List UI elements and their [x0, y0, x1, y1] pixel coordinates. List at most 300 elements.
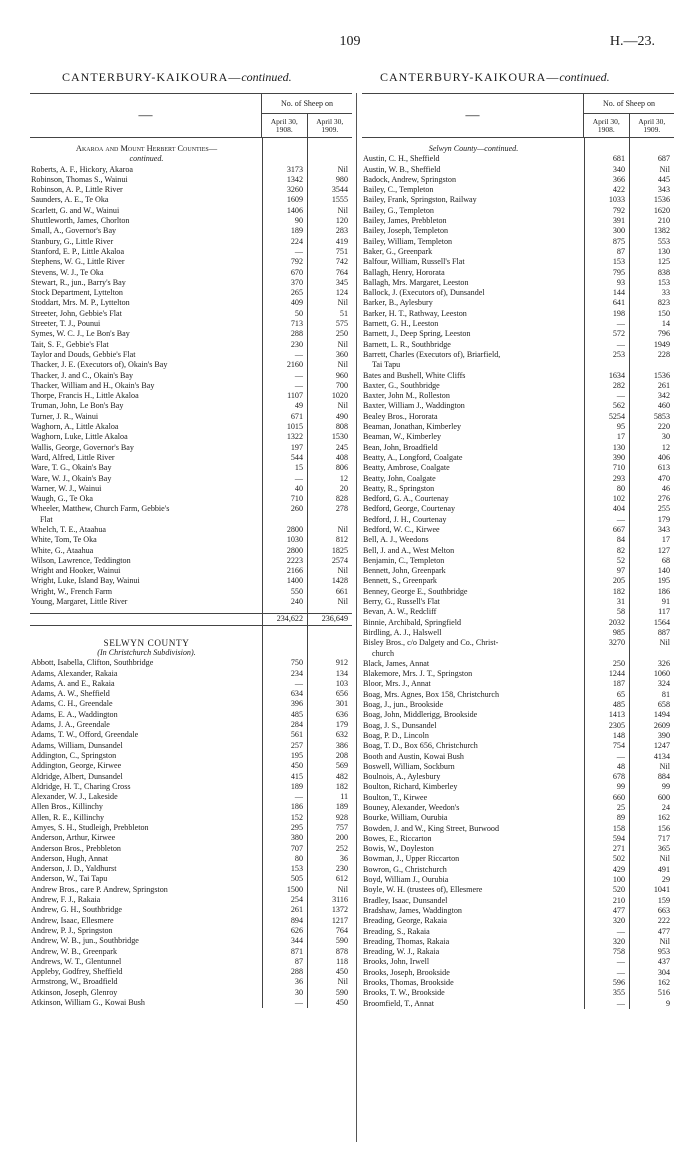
sheep-1909: 36	[339, 853, 348, 863]
sheep-1908: 502	[612, 854, 625, 864]
table-row	[30, 391, 352, 401]
table-row	[362, 896, 674, 906]
table-row	[30, 340, 352, 350]
owner-name: Wright, W., French Farm	[31, 586, 113, 596]
sheep-1908: 153	[290, 864, 303, 874]
sheep-1908: 50	[294, 308, 303, 318]
table-row	[30, 298, 352, 308]
table-row	[362, 546, 674, 556]
sheep-1909: 29	[661, 875, 670, 885]
owner-name: continued.	[129, 154, 164, 164]
sheep-1908: 253	[612, 349, 625, 359]
table-row	[30, 206, 352, 216]
sheep-1909: 156	[657, 823, 670, 833]
table-row	[30, 546, 352, 556]
table-row	[30, 947, 352, 957]
owner-name: White, Tom, Te Oka	[31, 535, 97, 545]
left-col-rule-1	[262, 138, 263, 1008]
table-row	[30, 165, 352, 175]
table-row	[30, 854, 352, 864]
owner-name: Wright, Luke, Island Bay, Wainui	[31, 576, 140, 586]
table-row	[30, 658, 352, 668]
owner-name	[30, 614, 262, 624]
sheep-1908: 415	[290, 771, 303, 781]
sheep-1909: 490	[335, 411, 348, 421]
sheep-1909: 823	[657, 298, 670, 308]
sheep-1908: 90	[294, 216, 303, 226]
table-row	[30, 597, 352, 607]
sheep-1908: 265	[290, 288, 303, 298]
table-row	[30, 329, 352, 339]
owner-name: Boag, Mrs. Agnes, Box 158, Christchurch	[363, 689, 500, 699]
sheep-1908: 293	[612, 473, 625, 483]
owner-name: Bailey, G., Templeton	[363, 205, 434, 215]
sheep-1909: 482	[335, 771, 348, 781]
sheep-1909: 764	[335, 925, 348, 935]
owner-name: Bell, A. J., Weedons	[363, 535, 429, 545]
sheep-1909: 245	[335, 442, 348, 452]
owner-name: Atkinson, Joseph, Glenroy	[31, 987, 118, 997]
table-row	[362, 422, 674, 432]
sheep-count-header	[261, 94, 352, 137]
table-row	[30, 792, 352, 802]
table-row	[30, 957, 352, 967]
sheep-1908: —	[294, 246, 303, 256]
owner-name: Ward, Alfred, Little River	[31, 452, 115, 462]
table-row	[30, 741, 352, 751]
owner-name: Boulton, T., Kirwee	[363, 792, 428, 802]
table-row	[362, 628, 674, 638]
sheep-1908: 210	[612, 895, 625, 905]
sheep-1909: 437	[657, 957, 670, 967]
owner-name: Bedford, George, Courtenay	[363, 504, 456, 514]
sheep-1908: 2166	[286, 566, 303, 576]
table-row	[362, 978, 674, 988]
sheep-1908: 254	[290, 895, 303, 905]
sheep-1909: 140	[657, 566, 670, 576]
owner-name: Roberts, A. F., Hickory, Akaroa	[31, 164, 134, 174]
sheep-1908: 30	[294, 987, 303, 997]
table-row	[362, 298, 674, 308]
owner-name: Waghorn, A., Little Akaloa	[31, 422, 119, 432]
sheep-1908: 87	[616, 246, 625, 256]
table-row	[362, 309, 674, 319]
table-row	[362, 710, 674, 720]
table-row	[30, 669, 352, 679]
sheep-1908: 95	[616, 422, 625, 432]
owner-name: Beatty, Ambrose, Coalgate	[363, 463, 450, 473]
sheep-1909: 1247	[653, 741, 670, 751]
sheep-1909: Nil	[337, 298, 348, 308]
sheep-1908: —	[294, 349, 303, 359]
sheep-1909: 445	[657, 174, 670, 184]
sheep-1908: 40	[294, 483, 303, 493]
table-row	[30, 443, 352, 453]
sheep-1908: 261	[290, 905, 303, 915]
table-row	[30, 720, 352, 730]
sheep-1908: 195	[290, 750, 303, 760]
table-row	[30, 453, 352, 463]
owner-name: Shuttleworth, James, Chorlton	[31, 216, 130, 226]
sheep-1909: 33	[661, 288, 670, 298]
sheep-1909: 24	[661, 803, 670, 812]
year-1908-header: April 30, 1908.	[270, 116, 298, 134]
sheep-1908: 792	[290, 257, 303, 267]
table-row	[30, 699, 352, 709]
owner-name: Brooks, T. W., Brookside	[363, 988, 445, 998]
owner-name: Allen, R. E., Killinchy	[31, 812, 105, 822]
sheep-1908: 234,622	[276, 614, 303, 624]
sheep-1908: 271	[612, 844, 625, 854]
table-row	[30, 474, 352, 484]
sheep-1909: 130	[657, 246, 670, 256]
year-1909-header: April 30, 1909.	[307, 114, 353, 137]
sheep-1909	[629, 360, 674, 370]
owner-name: Adams, E. A., Waddington	[31, 709, 118, 719]
owner-name: Stevens, W. J., Te Oka	[31, 267, 104, 277]
owner-name: Armstrong, W., Broadfield	[31, 977, 118, 987]
owner-name: Barrett, Charles (Executors of), Briarfield,	[363, 349, 501, 359]
sheep-1909: 236,649	[321, 614, 348, 624]
sheep-1908: 1634	[608, 370, 625, 380]
owner-name: Beaman, W., Kimberley	[363, 432, 441, 442]
owner-name: Boag, J. S., Dunsandel	[363, 720, 437, 730]
sheep-1909: 419	[335, 236, 348, 246]
sheep-1908: —	[294, 380, 303, 390]
sheep-1909: 808	[335, 422, 348, 432]
table-row	[30, 504, 352, 514]
sheep-1908: —	[616, 967, 625, 977]
owner-name: Badock, Andrew, Springston	[363, 174, 456, 184]
sheep-1908: 792	[612, 205, 625, 215]
sheep-1908	[262, 144, 307, 154]
owner-name: Bloor, Mrs. J., Annat	[363, 679, 431, 689]
table-row	[30, 730, 352, 740]
table-row	[30, 844, 352, 854]
sheep-1908: 198	[612, 308, 625, 318]
table-row	[30, 895, 352, 905]
sheep-1909: 953	[657, 947, 670, 957]
sheep-1909: 757	[335, 823, 348, 832]
sheep-1908: 1342	[286, 174, 303, 184]
sheep-1909: 182	[335, 781, 348, 791]
sheep-1909: 3116	[332, 895, 348, 905]
owner-name: Abbott, Isabella, Clifton, Southbridge	[31, 658, 154, 668]
owner-name: Andrew, G. H., Southbridge	[31, 905, 122, 915]
sheep-1908: 2800	[286, 524, 303, 534]
table-row	[362, 257, 674, 267]
owner-name: Bedford, J. H., Courtenay	[363, 514, 447, 524]
sheep-1908: 1413	[608, 710, 625, 720]
owner-name: Aldridge, Albert, Dunsandel	[31, 771, 123, 781]
owner-name: Bailey, James, Prebbleton	[363, 216, 447, 226]
owner-name: Waghorn, Luke, Little Akaloa	[31, 432, 128, 442]
sheep-1909: 120	[335, 216, 348, 226]
sheep-1908: 594	[612, 833, 625, 843]
sheep-1909: 661	[335, 586, 348, 596]
sheep-1908: 1107	[287, 391, 303, 401]
table-row	[362, 999, 674, 1009]
sheep-1908: 15	[294, 463, 303, 473]
sheep-1908: 370	[290, 277, 303, 287]
sheep-1909: 687	[657, 154, 670, 164]
sheep-1908: 187	[612, 679, 625, 689]
table-row	[30, 998, 352, 1008]
owner-name: Ballagh, Mrs. Margaret, Leeston	[363, 277, 469, 287]
owner-name: Bowis, W., Doyleston	[363, 844, 434, 854]
owner-name: Bowden, J. and W., King Street, Burwood	[363, 823, 500, 833]
sheep-1909: 124	[335, 288, 348, 298]
table-row	[30, 319, 352, 329]
owner-name: Stock Department, Lyttelton	[31, 288, 123, 298]
sheep-1908: 520	[612, 885, 625, 895]
right-col-rule-1	[584, 138, 585, 1009]
table-row	[362, 618, 674, 628]
table-row	[30, 422, 352, 432]
owner-name: Robinson, Thomas S., Wainui	[31, 174, 128, 184]
table-row	[30, 813, 352, 823]
sheep-1909: 1060	[653, 669, 670, 679]
sheep-1908: 450	[290, 761, 303, 771]
owner-name: Bennett, John, Greenpark	[363, 566, 446, 576]
sheep-1909: 255	[657, 504, 670, 514]
sheep-1909: 450	[335, 998, 348, 1008]
sheep-1909: 2574	[331, 555, 348, 565]
table-row	[362, 432, 674, 442]
table-row	[362, 195, 674, 205]
table-row	[30, 535, 352, 545]
owner-name: Ware, T. G., Okain's Bay	[31, 463, 112, 473]
owner-name: Anderson, W., Tai Tapu	[31, 874, 108, 884]
sheep-1909: 812	[335, 535, 348, 545]
table-row	[30, 432, 352, 442]
sheep-1908: 2800	[286, 545, 303, 555]
table-row	[362, 576, 674, 586]
table-row	[362, 968, 674, 978]
sheep-1909: 365	[657, 844, 670, 854]
section-heading	[30, 648, 352, 658]
sheep-1909: 99	[661, 782, 670, 792]
sheep-1909: 153	[657, 277, 670, 287]
table-row	[362, 247, 674, 257]
table-row	[362, 319, 674, 329]
sheep-1908: 660	[612, 792, 625, 802]
owner-name: Andrew, W. B., Greenpark	[31, 946, 118, 956]
sheep-1908: 713	[290, 319, 303, 329]
owner-name: Selwyn County—continued.	[428, 144, 519, 153]
sheep-1909: Nil	[337, 566, 348, 576]
sheep-1909: 230	[335, 864, 348, 874]
table-row	[30, 412, 352, 422]
name-column-header: —	[465, 107, 480, 123]
table-row	[362, 237, 674, 247]
section-heading	[30, 144, 352, 154]
owner-name: Beaman, Jonathan, Kimberley	[363, 422, 461, 432]
sheep-1909: 470	[657, 473, 670, 483]
sheep-1909: 4134	[653, 751, 670, 761]
sheep-1909: 12	[339, 473, 348, 483]
table-row	[30, 175, 352, 185]
sheep-1908: 257	[290, 740, 303, 750]
sheep-1909: 450	[335, 967, 348, 977]
owner-name: Akaroa and Mount Herbert Counties—	[75, 144, 218, 153]
sheep-1908: 561	[290, 730, 303, 740]
sheep-1908: 186	[290, 802, 303, 812]
table-row	[30, 689, 352, 699]
sheep-1908: 667	[612, 524, 625, 534]
sheep-1909: 304	[657, 967, 670, 977]
left-table-body	[30, 138, 352, 1008]
sheep-1909: 11	[340, 792, 348, 802]
sheep-1908: 100	[612, 875, 625, 885]
sheep-1909: 276	[657, 494, 670, 504]
table-row	[30, 988, 352, 998]
section-heading	[362, 144, 674, 154]
owner-name: Black, James, Annat	[363, 658, 430, 668]
sheep-1909: 1372	[331, 905, 348, 915]
sheep-1909: 103	[335, 678, 348, 688]
sheep-1908: 189	[290, 226, 303, 236]
owner-name: Bowes, E., Riccarton	[363, 833, 432, 843]
sheep-1908	[262, 648, 307, 658]
sheep-1908: 505	[290, 874, 303, 884]
sheep-1909: 751	[335, 246, 348, 256]
sheep-1909: Nil	[659, 638, 670, 648]
sheep-1909: 360	[335, 349, 348, 359]
sheep-1908: 158	[612, 823, 625, 833]
sheep-1908: 89	[616, 813, 625, 823]
sheep-1909: 252	[335, 843, 348, 853]
owner-name: Bowman, J., Upper Riccarton	[363, 854, 460, 864]
table-row	[362, 721, 674, 731]
section-heading	[30, 638, 352, 648]
table-row	[30, 587, 352, 597]
table-row	[362, 988, 674, 998]
left-col-rule-2	[307, 138, 308, 1008]
sheep-1909: 717	[657, 833, 670, 843]
owner-name: Austin, W. B., Sheffield	[363, 164, 441, 174]
left-column-title	[62, 70, 292, 85]
sheep-1908: 404	[612, 504, 625, 514]
table-row	[362, 154, 674, 164]
table-row	[362, 659, 674, 669]
sheep-1909: 491	[657, 864, 670, 874]
sheep-1908: 230	[290, 339, 303, 349]
owner-name: Anderson, Hugh, Annat	[31, 853, 108, 863]
table-row	[362, 916, 674, 926]
sheep-1909: 51	[339, 308, 348, 318]
sheep-1909: Nil	[337, 339, 348, 349]
sheep-1908: 544	[290, 452, 303, 462]
section-heading	[30, 154, 352, 164]
owner-name: Young, Margaret, Little River	[31, 597, 128, 607]
left-title-suffix: continued.	[241, 70, 292, 84]
sheep-1908: 2305	[608, 720, 625, 730]
sheep-1908: 340	[612, 164, 625, 174]
table-row	[362, 649, 674, 659]
table-row	[362, 165, 674, 175]
sheep-1908: —	[294, 473, 303, 483]
sheep-1909: 912	[335, 658, 348, 668]
table-row	[362, 443, 674, 453]
table-row	[362, 803, 674, 813]
sheep-1908: 130	[612, 442, 625, 452]
owner-name: Balfour, William, Russell's Flat	[363, 257, 465, 267]
owner-name: Stanford, E. P., Little Akaloa	[31, 246, 125, 256]
owner-name: Stephens, W. G., Little River	[31, 257, 125, 267]
owner-name: Thacker, William and H., Okain's Bay	[31, 380, 155, 390]
sheep-1908	[584, 360, 629, 370]
owner-name: Adams, J. A., Greendale	[31, 720, 110, 730]
sheep-1909: 553	[657, 236, 670, 246]
sheep-1908: 58	[616, 607, 625, 617]
table-row	[30, 977, 352, 987]
table-row	[362, 875, 674, 885]
table-row	[362, 957, 674, 967]
table-row	[362, 515, 674, 525]
sheep-1909: 878	[335, 946, 348, 956]
owner-name: Aldridge, H. T., Charing Cross	[31, 781, 131, 791]
sheep-1908: 144	[612, 288, 625, 298]
sheep-1909: Nil	[337, 884, 348, 894]
sheep-1909: 12	[661, 442, 670, 452]
sheep-1908: 409	[290, 298, 303, 308]
sheep-1909: 278	[335, 504, 348, 514]
sheep-1909: 91	[661, 597, 670, 607]
table-row	[30, 237, 352, 247]
owner-name: Baxter, John M., Rolleston	[363, 391, 450, 401]
owner-name: church	[372, 648, 395, 658]
sheep-1909: 887	[657, 627, 670, 637]
sheep-1908: —	[294, 998, 303, 1008]
table-row	[30, 484, 352, 494]
owner-name: Bedford, W. C., Kirwee	[363, 524, 440, 534]
table-row	[362, 834, 674, 844]
sheep-1908: 5254	[608, 411, 625, 421]
owner-name: Beatty, R., Springston	[363, 483, 435, 493]
owner-name: Small, A., Governor's Bay	[31, 226, 117, 236]
sheep-1908	[262, 638, 307, 648]
owner-name: Bailey, Joseph, Templeton	[363, 226, 449, 236]
table-row	[30, 566, 352, 576]
sheep-1909: 220	[657, 422, 670, 432]
table-row	[362, 206, 674, 216]
sheep-1909: 81	[661, 689, 670, 699]
sheep-1908: 572	[612, 329, 625, 339]
sheep-1908: 80	[616, 483, 625, 493]
owner-name: Broomfield, T., Annat	[363, 998, 434, 1008]
sheep-1908: 65	[616, 689, 625, 699]
sheep-1908: 2160	[286, 360, 303, 370]
table-row	[362, 494, 674, 504]
sheep-1909: Nil	[659, 761, 670, 771]
sheep-1908: 288	[290, 967, 303, 977]
owner-name: Saunders, A. E., Te Oka	[31, 195, 109, 205]
sheep-1909: 118	[336, 956, 348, 966]
sheep-1908: 148	[612, 730, 625, 740]
sheep-1908: —	[616, 957, 625, 967]
sheep-1909: 1949	[653, 339, 670, 349]
table-row	[362, 381, 674, 391]
sheep-1908: 894	[290, 915, 303, 925]
owner-name: Bradshaw, James, Waddington	[363, 905, 462, 915]
owner-name: Adams, A. and E., Rakaia	[31, 678, 115, 688]
left-table	[30, 93, 352, 1008]
sheep-1908: 710	[290, 494, 303, 504]
sheep-1908: 380	[290, 833, 303, 843]
sheep-1908: —	[294, 370, 303, 380]
sheep-1909: 612	[335, 874, 348, 884]
